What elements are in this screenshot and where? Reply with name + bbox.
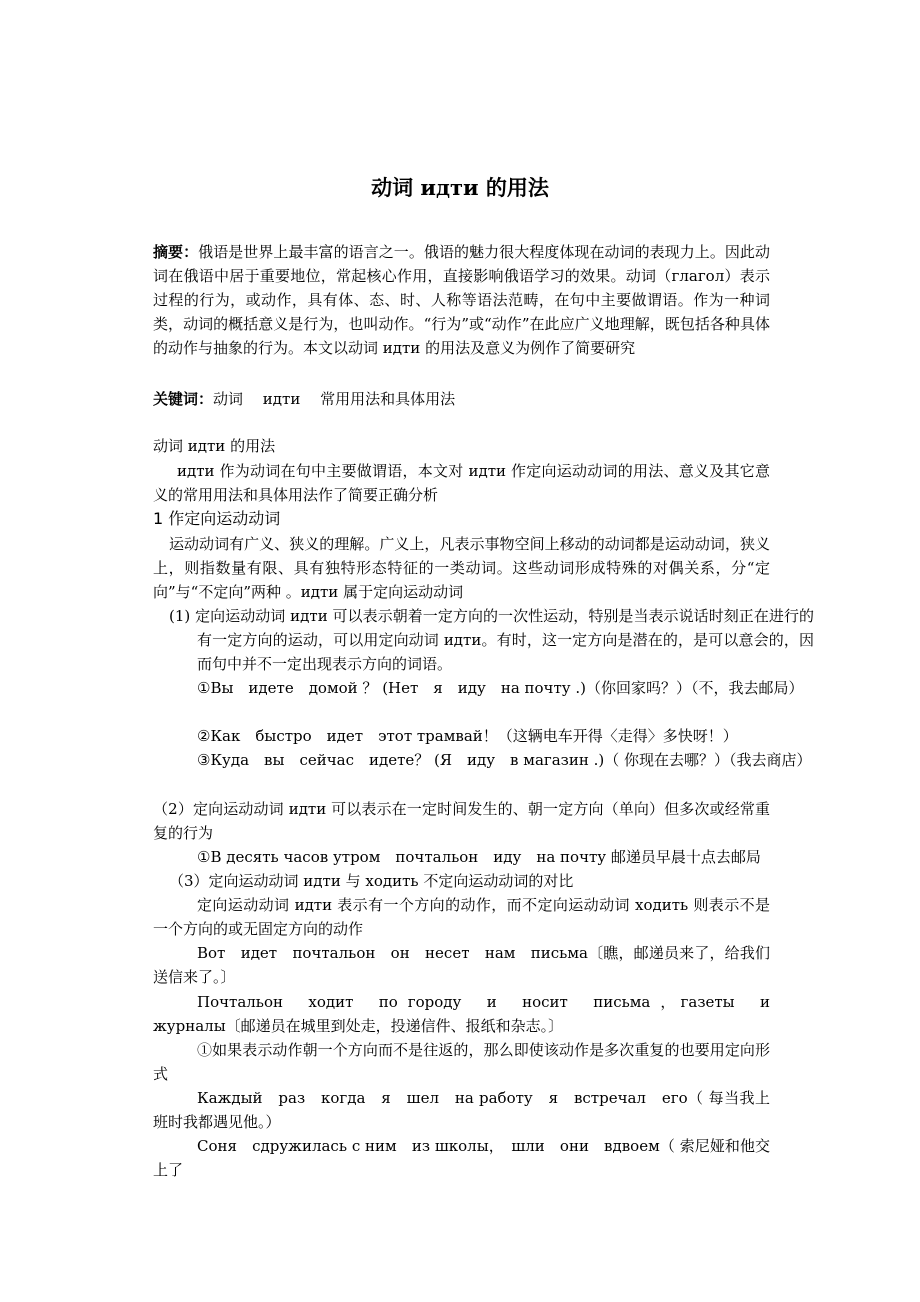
example-3: ③Куда вы сейчас идете？ (Я иду в магазин .)（ 你现在去哪？）（我去商店） <box>197 751 812 769</box>
heading-directional-verbs: 1 作定向运动动词 <box>153 509 281 528</box>
section-heading: 动词 идти 的用法 <box>153 437 276 455</box>
example-8: Соня сдружилась с ним из школы， шли они вдвоем（ 索尼娅和他交上了 <box>153 1137 770 1179</box>
paragraph-motion-verbs: 运动动词有广义、狭义的理解。广义上，凡表示事物空间上移动的动词都是运动动词，狭义上，则指数量有限、具有独特形态特征的一类动词。这些动词形成特殊的对偶关系，分“定向”与“不定向”两种 。идти 属于定向运动动词 <box>153 535 770 601</box>
keywords-text: 动词 идти 常用用法和具体用法 <box>213 390 456 408</box>
example-1: ①Вы идете домой ？ (Нет я иду на почту .)（你回家吗？）（不，我去邮局） <box>197 679 804 697</box>
example-4: ①В десять часов утром почтальон иду на почту 邮递员早晨十点去邮局 <box>197 848 761 866</box>
intro-paragraph: идти 作为动词在句中主要做谓语，本文对 идти 作定向运动动词的用法、意义及其它意义的常用用法和具体用法作了简要正确分析 <box>153 462 770 504</box>
keywords-line <box>153 387 770 411</box>
example-7: Каждый раз когда я шел на работу я встречал его（ 每当我上班时我都遇见他。） <box>153 1089 770 1131</box>
document-title: 动词 идти 的用法 <box>371 175 549 200</box>
abstract-label: 摘要： <box>153 243 199 261</box>
paragraph-repeated: ①如果表示动作朝一个方向而不是往返的，那么即使该动作是多次重复的也要用定向形式 <box>153 1041 770 1083</box>
example-2: ②Как быстро идет этот трамвай！（这辆电车开得〈走得〉多快呀！） <box>197 727 738 745</box>
abstract-text: 俄语是世界上最丰富的语言之一。俄语的魅力很大程度体现在动词的表现力上。因此动词在俄语中居于重要地位，常起核心作用，直接影响俄语学习的效果。动词（глагол）表示过程的行为，或动作，具有体、态、时、人称等语法范畴，在句中主要做谓语。作为一种词类，动词的概括意义是行为，也叫动作。“行为”或“动作”在此应广义地理解，既包括各种具体的动作与抽象的行为。本文以动词 идти 的用法及意义为例作了简要研究 <box>153 243 770 357</box>
abstract-paragraph <box>153 240 770 360</box>
example-5: Вот идет почтальон он несет нам письма〔瞧，邮递员来了，给我们送信来了。〕 <box>153 944 770 986</box>
paragraph-compare: 定向运动动词 идти 表示有一个方向的动作，而不定向运动动词 ходить 则表示不是一个方向的或无固定方向的动作 <box>153 896 770 938</box>
example-6: Почтальон ходит по городу и носит письма ，газеты и журналы〔邮递员在城里到处走，投递信件、报纸和杂志。〕 <box>153 993 786 1035</box>
list-item-2: （2）定向运动动词 идти 可以表示在一定时间发生的、朝一定方向（单向）但多次或经常重复的行为 <box>153 800 770 842</box>
list-item-1: (1) 定向运动动词 идти 可以表示朝着一定方向的一次性运动，特别是当表示说话时刻正在进行的有一定方向的运动，可以用定向动词 идти。有时，这一定方向是潜在的，是可以意会的，因而句中并不一定出现表示方向的词语。 <box>169 607 814 673</box>
list-item-3: （3）定向运动动词 идти 与 ходить 不定向运动动词的对比 <box>169 872 574 890</box>
keywords-label: 关键词： <box>153 390 214 408</box>
